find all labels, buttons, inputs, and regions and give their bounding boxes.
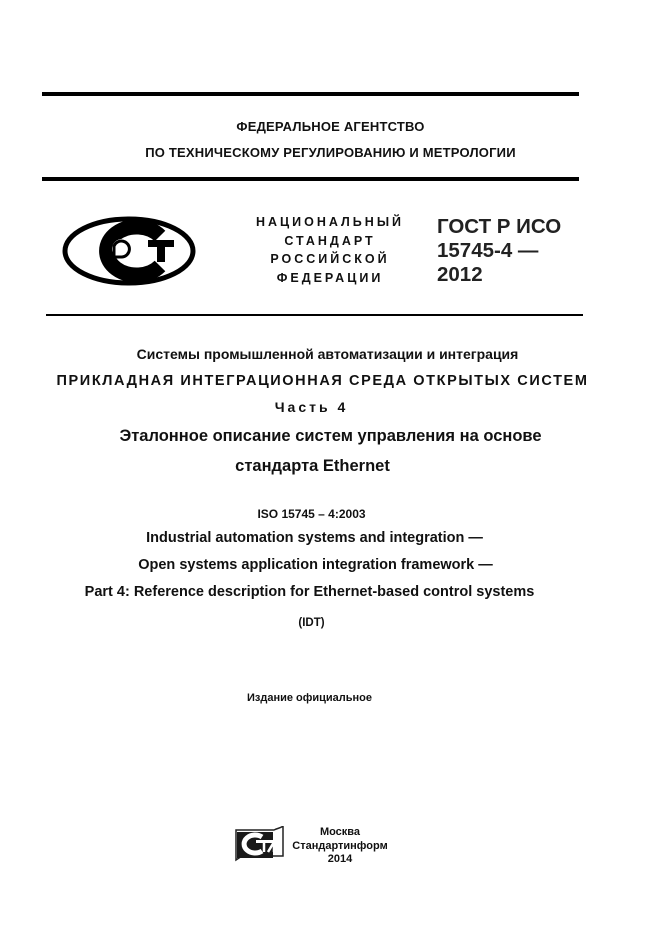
standartinform-logo-icon (234, 826, 284, 862)
title-ru-line-3: Эталонное описание систем управления на основе (119, 427, 542, 445)
nat-line-3: РОССИЙСКОЙ (270, 252, 390, 266)
header-bottom-rule (42, 177, 579, 181)
publisher-city: Москва (319, 826, 361, 838)
designation-line-3: 2012 (437, 263, 483, 286)
rst-logo-icon (62, 216, 196, 286)
title-ru-line-1: Системы промышленной автоматизации и интеграция (136, 346, 519, 362)
publisher-year: 2014 (327, 853, 353, 865)
title-en-line-2: Open systems application integration framework — (138, 557, 493, 573)
iso-reference: ISO 15745 – 4:2003 (257, 507, 366, 521)
agency-line-2: ПО ТЕХНИЧЕСКОМУ РЕГУЛИРОВАНИЮ И МЕТРОЛОГИИ (145, 145, 516, 160)
nat-line-4: ФЕДЕРАЦИИ (276, 270, 384, 285)
title-ru-line-2: ПРИКЛАДНАЯ ИНТЕГРАЦИОННАЯ СРЕДА ОТКРЫТЫХ СИСТЕМ (56, 373, 589, 389)
title-en-line-1: Industrial automation systems and integration — (146, 530, 483, 546)
publisher-info (290, 826, 390, 867)
national-standard-label (240, 213, 420, 287)
idt-label: (IDT) (298, 617, 325, 629)
title-ru-line-4: стандарта Ethernet (235, 457, 390, 475)
nat-line-2: СТАНДАРТ (284, 233, 376, 248)
title-ru-part: Часть 4 (274, 399, 349, 415)
top-rule (42, 92, 579, 96)
nat-line-1: НАЦИОНАЛЬНЫЙ (255, 215, 405, 229)
standard-designation (437, 215, 561, 287)
agency-line-1: ФЕДЕРАЛЬНОЕ АГЕНТСТВО (236, 119, 425, 134)
title-en-line-3: Part 4: Reference description for Ethernet-based control systems (84, 584, 535, 600)
designation-line-2: 15745-4 — (437, 239, 539, 262)
publisher-name: Стандартинформ (292, 839, 388, 852)
section-rule (46, 314, 583, 316)
edition-label: Издание официальное (246, 692, 373, 704)
designation-line-1: ГОСТ Р ИСО (437, 215, 562, 238)
